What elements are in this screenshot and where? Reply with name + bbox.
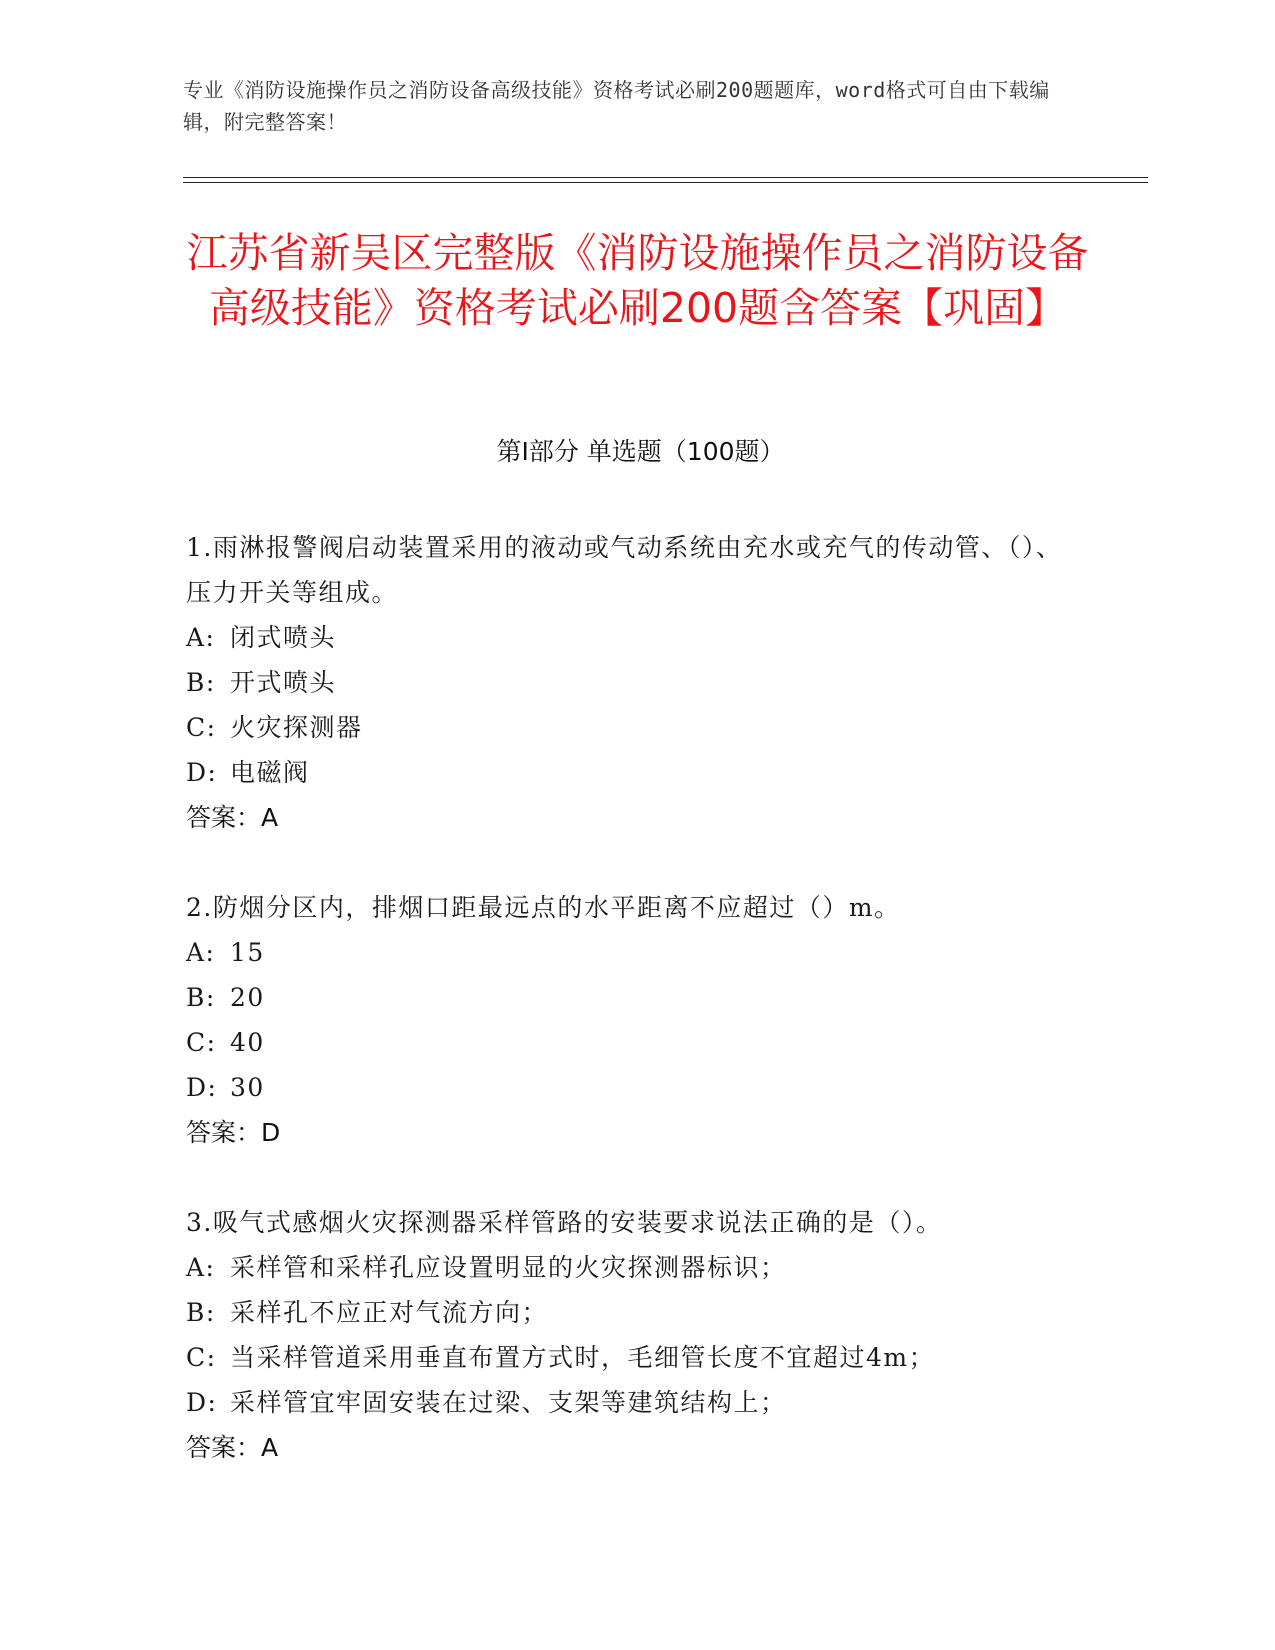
option-text: 20 bbox=[230, 983, 265, 1012]
question-stem: 2.防烟分区内，排烟口距最远点的水平距离不应超过（）m。 bbox=[186, 893, 901, 922]
option-text: 火灾探测器 bbox=[230, 713, 363, 742]
header-note: 专业《消防设施操作员之消防设备高级技能》资格考试必刷200题题库，word格式可自由下载编辑，附完整答案！ bbox=[183, 78, 1050, 134]
option-text: 闭式喷头 bbox=[230, 623, 337, 652]
option-label: A: bbox=[186, 1253, 216, 1282]
option-b bbox=[186, 660, 1086, 705]
option-b bbox=[186, 975, 1086, 1020]
option-text: 当采样管道采用垂直布置方式时，毛细管长度不宜超过4m； bbox=[230, 1343, 936, 1372]
option-label: D: bbox=[186, 1073, 218, 1102]
option-d bbox=[186, 1380, 1086, 1425]
option-label: A: bbox=[186, 623, 216, 652]
option-text: 电磁阀 bbox=[230, 758, 310, 787]
option-label: C: bbox=[186, 713, 217, 742]
option-text: 15 bbox=[230, 938, 265, 967]
answer-line: 答案：A bbox=[186, 1433, 279, 1462]
option-text: 采样管宜牢固安装在过梁、支架等建筑结构上； bbox=[230, 1388, 787, 1417]
option-c bbox=[186, 1335, 1086, 1380]
answer-line: 答案：A bbox=[186, 803, 279, 832]
option-c bbox=[186, 705, 1086, 750]
question-2 bbox=[186, 885, 1086, 1155]
question-stem: 3.吸气式感烟火灾探测器采样管路的安装要求说法正确的是（）。 bbox=[186, 1208, 943, 1237]
option-text: 采样管和采样孔应设置明显的火灾探测器标识； bbox=[230, 1253, 787, 1282]
section-title: 第Ⅰ部分 单选题（100题） bbox=[496, 437, 785, 466]
option-c bbox=[186, 1020, 1086, 1065]
option-b bbox=[186, 1290, 1086, 1335]
option-a bbox=[186, 1245, 1086, 1290]
option-label: D: bbox=[186, 758, 218, 787]
option-a bbox=[186, 930, 1086, 975]
option-label: D: bbox=[186, 1388, 218, 1417]
question-list bbox=[186, 525, 1086, 1515]
option-a bbox=[186, 615, 1086, 660]
header-rule-bottom bbox=[183, 182, 1148, 183]
option-text: 40 bbox=[230, 1028, 265, 1057]
option-d bbox=[186, 1065, 1086, 1110]
option-label: B: bbox=[186, 983, 216, 1012]
question-3 bbox=[186, 1200, 1086, 1470]
header-rule-top bbox=[183, 177, 1148, 178]
option-text: 采样孔不应正对气流方向； bbox=[230, 1298, 549, 1327]
option-label: C: bbox=[186, 1028, 217, 1057]
option-text: 30 bbox=[230, 1073, 265, 1102]
option-label: B: bbox=[186, 1298, 216, 1327]
option-d bbox=[186, 750, 1086, 795]
option-label: A: bbox=[186, 938, 216, 967]
option-label: B: bbox=[186, 668, 216, 697]
question-stem: 1.雨淋报警阀启动装置采用的液动或气动系统由充水或充气的传动管、（）、压力开关等组成。 bbox=[186, 533, 1063, 607]
answer-line: 答案：D bbox=[186, 1118, 281, 1147]
question-1 bbox=[186, 525, 1086, 840]
option-text: 开式喷头 bbox=[230, 668, 337, 697]
option-label: C: bbox=[186, 1343, 217, 1372]
document-title: 江苏省新吴区完整版《消防设施操作员之消防设备高级技能》资格考试必刷200题含答案【巩固】 bbox=[186, 229, 1089, 332]
